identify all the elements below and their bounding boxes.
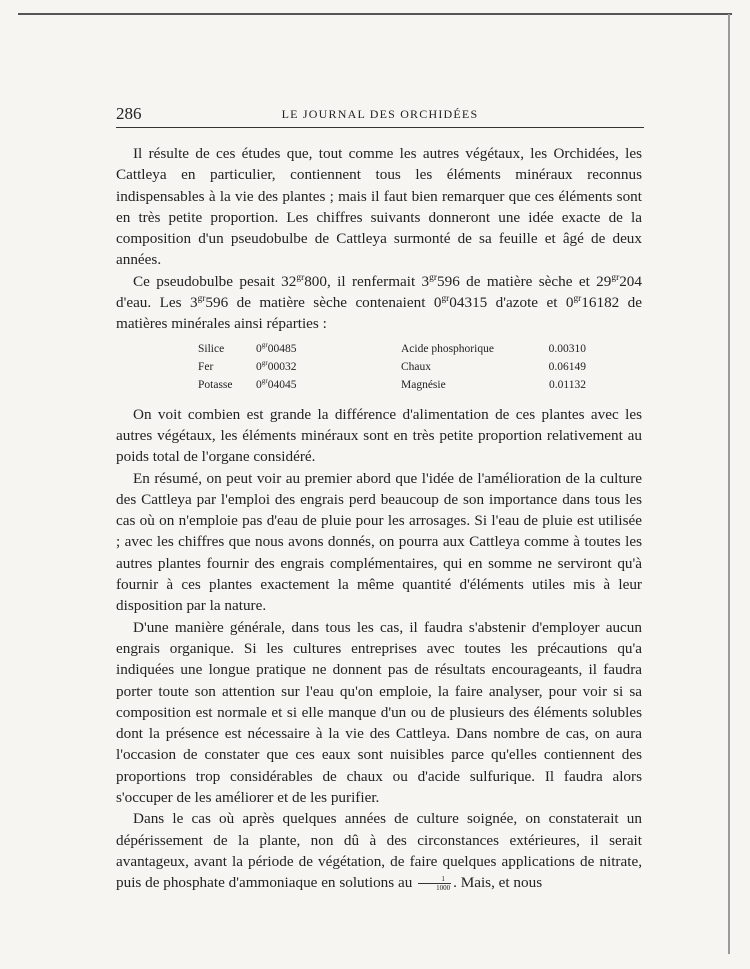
paragraph-5: D'une manière générale, dans tous les cas, il faudra s'abstenir d'employer aucun engrais organique. Si les cultures entreprises avec toutes les précautions qu'a indiquées une longue pratique ne donnent pas de résultats encourageants, il faudra porter toute son attention sur l'eau qu'on emploie, la faire analyser, pour voir si sa composition est normale et si elle manque d'un ou de plusieurs des éléments solubles dont la présence est nécessaire à la vie des Cattleya. Dans nombre de cas, on aura l'occasion de constater que ces eaux sont nuisibles parce qu'elles contiennent des proportions trop considérables de chaux ou d'acide sulfurique. Il faudra alors s'occuper de les améliorer et de les purifier.: [116, 618, 642, 807]
mineral-name: Magnésie: [401, 378, 446, 391]
page-number: 286: [116, 104, 142, 123]
gram-unit: gr: [296, 272, 305, 283]
mineral-name: Silice: [198, 342, 225, 355]
gram-unit: gr: [573, 294, 582, 305]
mineral-value: $0^{gr}04045$: [256, 376, 297, 391]
gram-unit: gr: [611, 272, 620, 283]
paragraph-1: Il résulte de ces études que, tout comme les autres végétaux, les Orchidées, les Cattleya en particulier, contiennent tous les éléments minéraux reconnus indispensables à la vie des plantes ; mais il faut bien remarquer que ces éléments sont en très petite proportion. Les chiffres suivants donneront une idée exacte de la composition d'un pseudobulbe de Cattleya surmonté de sa feuille et âgé de deux années.: [116, 145, 642, 269]
mineral-value: 0.06149: [548, 360, 586, 373]
mineral-name: Acide phosphorique: [401, 342, 494, 355]
mineral-name: Fer: [198, 360, 214, 373]
mineral-value: $0^{gr}00485$: [256, 340, 297, 355]
paragraph-2: Ce pseudobulbe pesait $32^{gr}800$, il renfermait $3^{gr}596$ de matière sèche et $29^{gr}204$ d'eau. Les $3^{gr}596$ de matière sèche contenaient $0^{gr}04315$ d'azote et $0^{gr}16182$ de matières minérales ainsi réparties :: [116, 272, 642, 333]
running-title: LE JOURNAL DES ORCHIDÉES: [281, 107, 479, 121]
paragraph-6: Dans le cas où après quelques années de culture soignée, on constaterait un dépérissement de la plante, non dû à des circonstances extérieures, il serait avantageux, avant la période de végétation, de faire quelques applications de nitrate, puis de phosphate d'ammoniaque en solutions au $\frac{1}{1000}$ . Mais, et nous: [116, 810, 642, 893]
gram-unit: gr: [429, 272, 437, 283]
page-top-edge: [18, 13, 732, 15]
page-header: [116, 104, 644, 124]
gram-unit: gr: [197, 294, 206, 305]
minerals-table: [198, 340, 586, 394]
page-right-edge: [728, 14, 730, 954]
gram-unit: gr: [441, 294, 450, 305]
table-row: [198, 358, 586, 376]
mineral-name: Potasse: [198, 378, 233, 391]
body-text: [116, 143, 642, 894]
table-row: [198, 340, 586, 358]
paragraph-4: En résumé, on peut voir au premier abord que l'idée de l'amélioration de la culture des Cattleya par l'emploi des engrais perd beaucoup de son importance dans tous les cas où on n'emploie pas d'eau de pluie pour les arrosages. Si l'eau de pluie est utilisée ; avec les chiffres que nous avons donnés, on pourra aux Cattleya comme à toutes les autres plantes fournir des engrais complémentaires, qui en somme ne serviront qu'à fournir à ces plantes exactement la même quantité d'éléments utiles mis à leur disposition par la nature.: [116, 469, 642, 615]
header-rule: [116, 127, 644, 128]
mineral-name: Chaux: [401, 360, 432, 373]
table-row: [198, 376, 586, 394]
paragraph-3: On voit combien est grande la différence d'alimentation de ces plantes avec les autres végétaux, les éléments minéraux sont en très petite proportion relativement au poids total de l'organe considéré.: [116, 405, 642, 466]
mineral-value: $0^{gr}00032$: [256, 358, 297, 373]
mineral-value: 0.00310: [548, 342, 586, 355]
fraction: $\frac{1}{1000}$: [418, 875, 451, 892]
mineral-value: 0.01132: [549, 378, 586, 391]
